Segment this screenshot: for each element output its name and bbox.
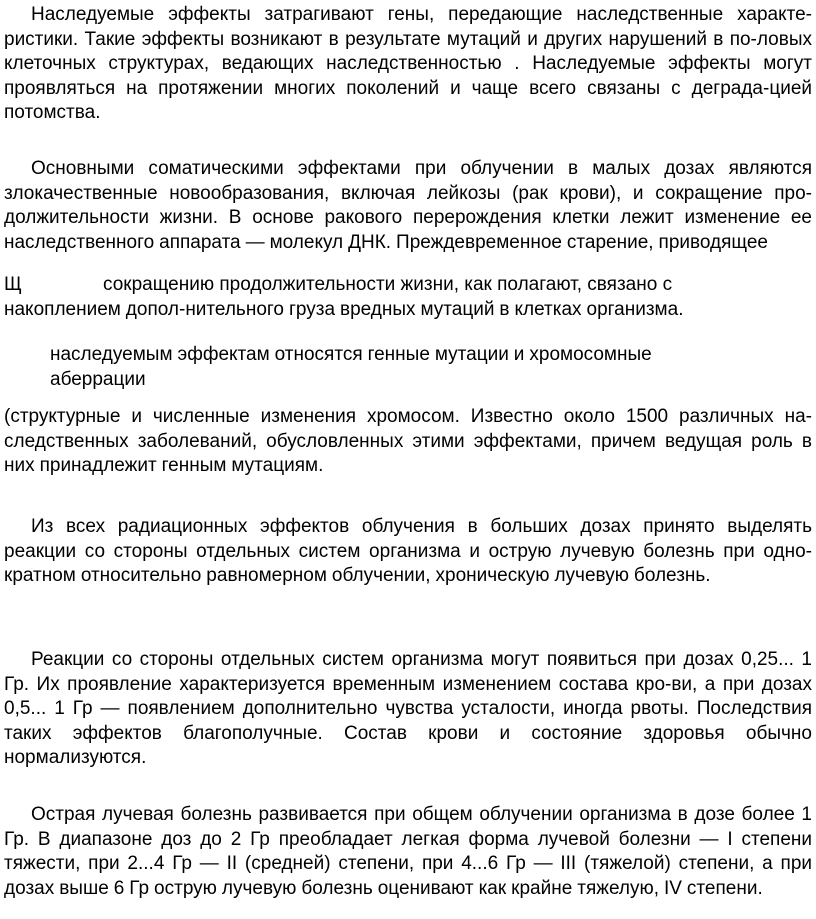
paragraph-aging-line1: сокращению продолжительности жизни, как полагают, связано с [103, 274, 673, 295]
paragraph-acute-radiation: Острая лучевая болезнь развивается при общем облучении организма в дозе более 1 Гр. В диапазоне доз до 2 Гр преобладает легкая форма лучевой болезни — I степени тяжести, при 2...4 Гр — II (средней) степени, при 4...6 Гр — III (тяжелой) степени, а при дозах выше 6 Гр острую лучевую болезнь оценивают как крайне тяжелую, IV степени. [4, 804, 812, 899]
paragraph-hereditary-list: наследуемым эффектам относятся генные мутации и хромосомные аберрации [50, 344, 652, 390]
paragraph-system-reactions: Реакции со стороны отдельных систем организма могут появиться при дозах 0,25... 1 Гр. Их проявление характеризуется временным изменением состава кро-ви, а при дозах 0,5... 1 Гр — появлением дополнительно чувства усталости, иногда рвоты. Последствия таких эффектов благополучные. Состав крови и состояние здоровья обычно нормализуются. [4, 649, 812, 768]
bullet-mark: Щ [4, 274, 22, 295]
paragraph-somatic-effects: Основными соматическими эффектами при облучении в малых дозах являются злокачественные новообразования, включая лейкозы (рак крови), и сокращение про-должительности жизни. В основе ракового перерождения клетки лежит изменение ее наследственного аппарата — молекул ДНК. Преждевременное старение, приводящее [4, 158, 812, 253]
paragraph-large-doses: Из всех радиационных эффектов облучения в больших дозах принято выделять реакции со стороны отдельных систем организма и острую лучевую болезнь при одно-кратном относительно равномерном облучении, хроническую лучевую болезнь. [4, 516, 812, 586]
paragraph-aging-line2: накоплением допол-нительного груза вредных мутаций в клетках организма. [4, 299, 684, 320]
paragraph-hereditary-effects: Наследуемые эффекты затрагивают гены, передающие наследственные характе-ристики. Такие эффекты возникают в результате мутаций и других нарушений в по-ловых клеточных структурах, ведающих наследственностью . Наследуемые эффекты могут проявляться на протяжении многих поколений и чаще всего связаны с деграда-цией потомства. [4, 4, 812, 123]
paragraph-structural-changes: (структурные и численные изменения хромосом. Известно около 1500 различных на-следственных заболеваний, обусловленных этими эффектами, причем ведущая роль в них принадлежит генным мутациям. [4, 406, 812, 476]
